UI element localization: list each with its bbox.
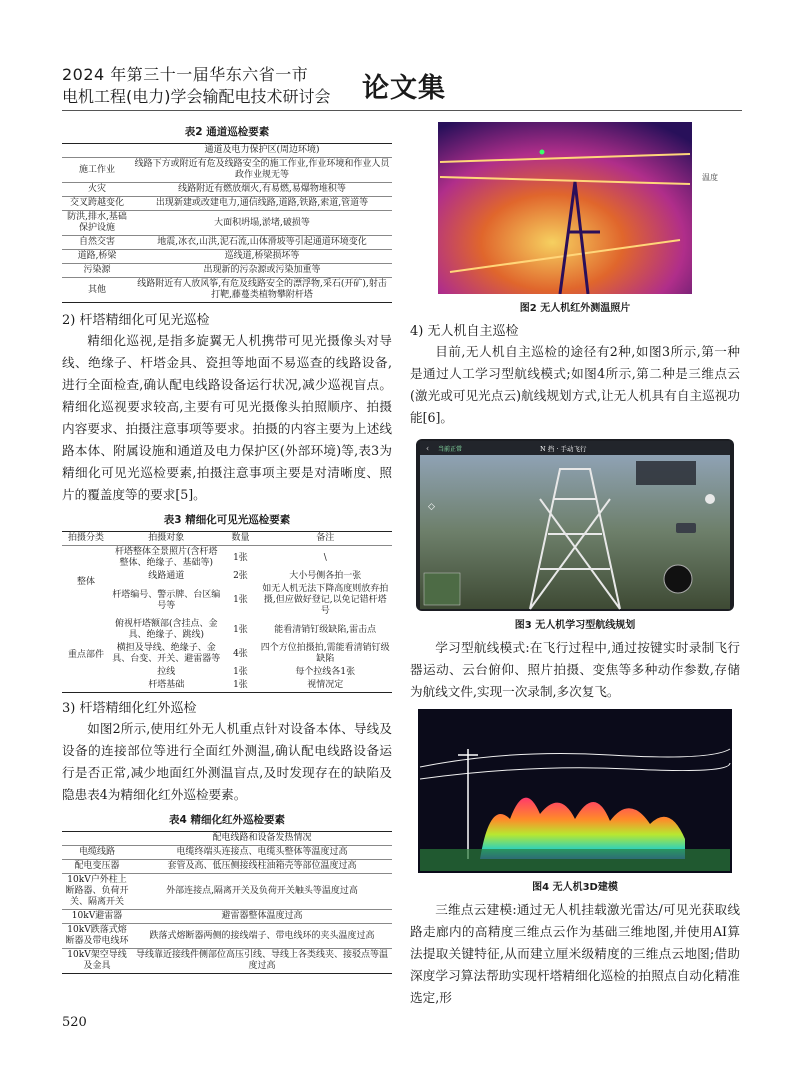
table-cell-label: 施工作业 xyxy=(62,158,132,183)
table-cell-label: 配电变压器 xyxy=(62,860,132,874)
header-line-2: 电机工程(电力)学会输配电技术研讨会 xyxy=(62,87,331,106)
section2-paragraph: 精细化巡视,是指多旋翼无人机携带可见光摄像头对导线、绝缘子、杆塔金具、瓷担等地面不易巡查的线路设备,进行全面检查,确认配电线路设备运行状况,减少巡视盲点。精细化巡视要求较高,主要有可见光摄像头拍照顺序、拍摄内容要求、拍摄注意事项等要求。拍摄的内容主要为上述线路本体、附属设施和通道及电力保护区(外部环境)等,表3为精细化可见光巡检要素,拍摄注意事项主要是对清晰度、照片的覆盖度等的要求[5]。 xyxy=(62,333,392,502)
status-tab: 当前正常 xyxy=(438,446,463,453)
table-cell: 1张 xyxy=(233,595,248,605)
table-cell: 拉线 xyxy=(157,667,176,677)
ir-side-label: 温度 xyxy=(702,173,718,182)
table-cell: 1张 xyxy=(222,679,258,693)
table-row xyxy=(62,583,392,618)
table-cell-value: 套管及高、低压侧接线柱油箱壳等部位温度过高 xyxy=(132,860,392,874)
table-cell-value: 外部连接点,隔离开关及负荷开关触头等温度过高 xyxy=(132,874,392,910)
table-cell-label: 10kV架空导线及金具 xyxy=(62,949,132,974)
table-cell-label xyxy=(62,832,132,846)
table-cell: 能看清销钉级缺陷,雷击点 xyxy=(274,624,377,635)
table-row xyxy=(62,197,392,211)
table-cell-value: 导线靠近接线件侧部位高压引线、导线上各类线夹、接驳点等温度过高 xyxy=(132,949,392,974)
table-cell-value: 跌落式熔断器两侧的接线端子、带电线环的夹头温度过高 xyxy=(132,924,392,949)
table-cell-value: 巡线道,桥梁损坏等 xyxy=(132,250,392,264)
table-cell-value: 避雷器整体温度过高 xyxy=(132,910,392,924)
table-cell-label: 电缆线路 xyxy=(62,846,132,860)
table-cell: 杆塔编号、警示牌、台区编号等 xyxy=(112,589,221,611)
table-cell-value: 配电线路和设备发热情况 xyxy=(132,832,392,846)
figure2 xyxy=(410,122,740,294)
table-cell-value: 出现新的污杂源或污染加重等 xyxy=(132,264,392,278)
table3 xyxy=(62,531,392,693)
table-row xyxy=(62,924,392,949)
section3-title: 3) 杆塔精细化红外巡检 xyxy=(62,701,197,716)
telemetry-panel xyxy=(636,461,696,485)
table-cell-label: 自然交害 xyxy=(62,236,132,250)
pointcloud-paragraph: 三维点云建模:通过无人机挂载激光雷达/可见光获取线路走廊内的高精度三维点云作为基础三维地图,并使用AI算法提取关键特征,从而建立厘米级精度的三维点云地图;借助深度学习算法帮助实现杆塔精细化巡检的拍照点自动化精准选定,形 xyxy=(410,902,740,1005)
table-cell: 大小号侧各拍一张 xyxy=(289,571,362,581)
compass-dial[interactable] xyxy=(664,565,692,593)
table-cell-label: 交叉跨越变化 xyxy=(62,197,132,211)
table-cell: 2张 xyxy=(233,571,248,581)
table3-header: 拍摄分类 xyxy=(62,532,110,546)
header-rule xyxy=(62,110,742,111)
table-row xyxy=(62,679,392,693)
table-cell: \ xyxy=(323,552,327,563)
table-row xyxy=(62,949,392,974)
table-cell-label: 10kV避雷器 xyxy=(62,910,132,924)
shutter-button[interactable] xyxy=(705,494,715,504)
pointcloud-image xyxy=(410,709,740,873)
table-cell-value: 电缆终端头连接点、电缆头整体等温度过高 xyxy=(132,846,392,860)
table-cell-label: 道路,桥梁 xyxy=(62,250,132,264)
table3-header: 数量 xyxy=(222,532,258,546)
table-cell-label xyxy=(62,144,132,158)
table-row xyxy=(62,183,392,197)
table-cell-value: 地震,冰衣,山洪,泥石流,山体滑坡等引起通道环境变化 xyxy=(132,236,392,250)
table-cell-value: 出现新建或改建电力,通信线路,道路,铁路,索道,管道等 xyxy=(132,197,392,211)
infrared-photo xyxy=(410,122,740,294)
section4-title: 4) 无人机自主巡检 xyxy=(410,324,519,339)
table-row xyxy=(62,846,392,860)
table-row xyxy=(62,666,392,679)
table-cell-label: 防洪,排水,基础保护设施 xyxy=(62,211,132,236)
zoom-button[interactable] xyxy=(676,523,696,533)
section4-paragraph: 目前,无人机自主巡检的途径有2种,如图3所示,第一种是通过人工学习型航线模式;如图4所示,第二种是三维点云(激光或可见光点云)航线规划方式,让无人机具有自主巡视功能[6]。 xyxy=(410,344,740,425)
page-number: 520 xyxy=(62,1015,87,1030)
figure3 xyxy=(410,439,740,611)
table-row xyxy=(62,158,392,183)
table-cell-value: 通道及电力保护区(周边环境) xyxy=(132,144,392,158)
header-proceedings-title: 论文集 xyxy=(362,73,446,104)
table-cell: 四个方位拍摄拍,需能看清销钉级缺陷 xyxy=(260,643,390,664)
table-cell: 1张 xyxy=(233,624,248,635)
left-column xyxy=(62,118,392,974)
table-row xyxy=(62,264,392,278)
table-cell-label: 火灾 xyxy=(62,183,132,197)
table-cell: 横担及导线、绝缘子、金具、台变、开关、避雷器等 xyxy=(112,643,221,664)
table-cell: 杆塔基础 xyxy=(110,679,222,693)
table-cell-value: 线路附近有燃放烟火,有易燃,易爆物堆积等 xyxy=(132,183,392,197)
table3-caption: 表3 精细化可见光巡检要素 xyxy=(163,514,291,526)
table2 xyxy=(62,143,392,303)
table-cell: 每个拉线各1张 xyxy=(295,667,356,677)
figure3-caption: 图3 无人机学习型航线规划 xyxy=(514,620,636,631)
drone-app-screenshot xyxy=(410,439,740,611)
table-row xyxy=(62,144,392,158)
table-cell: 1张 xyxy=(233,552,248,563)
table-row xyxy=(62,278,392,303)
table-row xyxy=(62,570,392,583)
header-line-1: 2024 年第三十一届华东六省一市 xyxy=(62,65,309,84)
table3-category: 整体 xyxy=(76,576,95,587)
table-cell: 杆塔整体全景照片(含杆塔整体、绝缘子、基础等) xyxy=(114,547,218,568)
section3-paragraph: 如图2所示,使用红外无人机重点针对设备本体、导线及设备的连接部位等进行全面红外测温,确认配电线路设备运行是否正常,减少地面红外测温盲点,及时发现存在的缺陷及隐患表4为精细化红外巡检要素。 xyxy=(62,721,392,802)
table-row xyxy=(62,642,392,666)
table-row xyxy=(62,250,392,264)
figure4 xyxy=(410,709,740,873)
table-cell: 线路通道 xyxy=(148,571,185,581)
table-cell-value: 大面积坍塌,淤堵,破损等 xyxy=(132,211,392,236)
section2-title: 2) 杆塔精细化可见光巡检 xyxy=(62,313,210,328)
table3-header: 备注 xyxy=(258,532,392,546)
table-row xyxy=(62,236,392,250)
table-cell-value: 线路下方或附近有危及线路安全的施工作业,作业环境和作业人员政作业规无等 xyxy=(132,158,392,183)
table-cell: 如无人机无法下降高度则放弃拍摄,但应做好登记,以免记错杆塔号 xyxy=(262,584,389,616)
table-cell-label: 污染源 xyxy=(62,264,132,278)
table-cell: 视情况定 xyxy=(258,679,392,693)
table3-header: 拍摄对象 xyxy=(110,532,222,546)
table-row xyxy=(62,860,392,874)
learning-mode-paragraph: 学习型航线模式:在飞行过程中,通过按键实时录制飞行器运动、云台俯仰、照片拍摄、变焦等多种动作参数,存储为航线文件,实现一次录制,多次复飞。 xyxy=(410,640,740,699)
table4-caption: 表4 精细化红外巡检要素 xyxy=(169,814,285,826)
minimap[interactable] xyxy=(424,573,460,605)
table-row xyxy=(62,910,392,924)
table-cell-label: 10kV户外柱上断路器、负荷开关、隔离开关 xyxy=(62,874,132,910)
table-cell-label: 10kV跌落式熔断器及带电线环 xyxy=(62,924,132,949)
table-row xyxy=(62,874,392,910)
table3-category: 重点部件 xyxy=(62,618,110,693)
figure2-caption: 图2 无人机红外测温照片 xyxy=(519,303,631,314)
pointcloud-ground xyxy=(420,849,730,871)
table-cell: 俯视杆塔额部(含挂点、金具、绝缘子、跳线) xyxy=(114,619,218,640)
ir-marker xyxy=(540,150,545,155)
table2-caption: 表2 通道巡检要素 xyxy=(184,126,270,138)
left-tool-icon[interactable]: ◇ xyxy=(428,502,435,512)
table-cell-label: 其他 xyxy=(62,278,132,303)
figure4-caption: 图4 无人机3D建模 xyxy=(532,882,618,893)
table-row xyxy=(62,832,392,846)
table-cell: 4张 xyxy=(233,648,248,659)
table-row xyxy=(62,546,392,571)
back-icon: ‹ xyxy=(426,444,430,453)
table-cell: 1张 xyxy=(233,667,248,677)
table-row xyxy=(62,211,392,236)
running-header xyxy=(62,62,742,110)
table4 xyxy=(62,831,392,974)
table-row xyxy=(62,618,392,642)
flight-mode: N 挡 · 手动飞行 xyxy=(540,445,587,453)
right-column xyxy=(410,122,740,1009)
table-cell-value: 线路附近有人放风筝,有危及线路安全的漂浮物,采石(开矿),射击打靶,藤蔓类植物攀附杆塔 xyxy=(132,278,392,303)
